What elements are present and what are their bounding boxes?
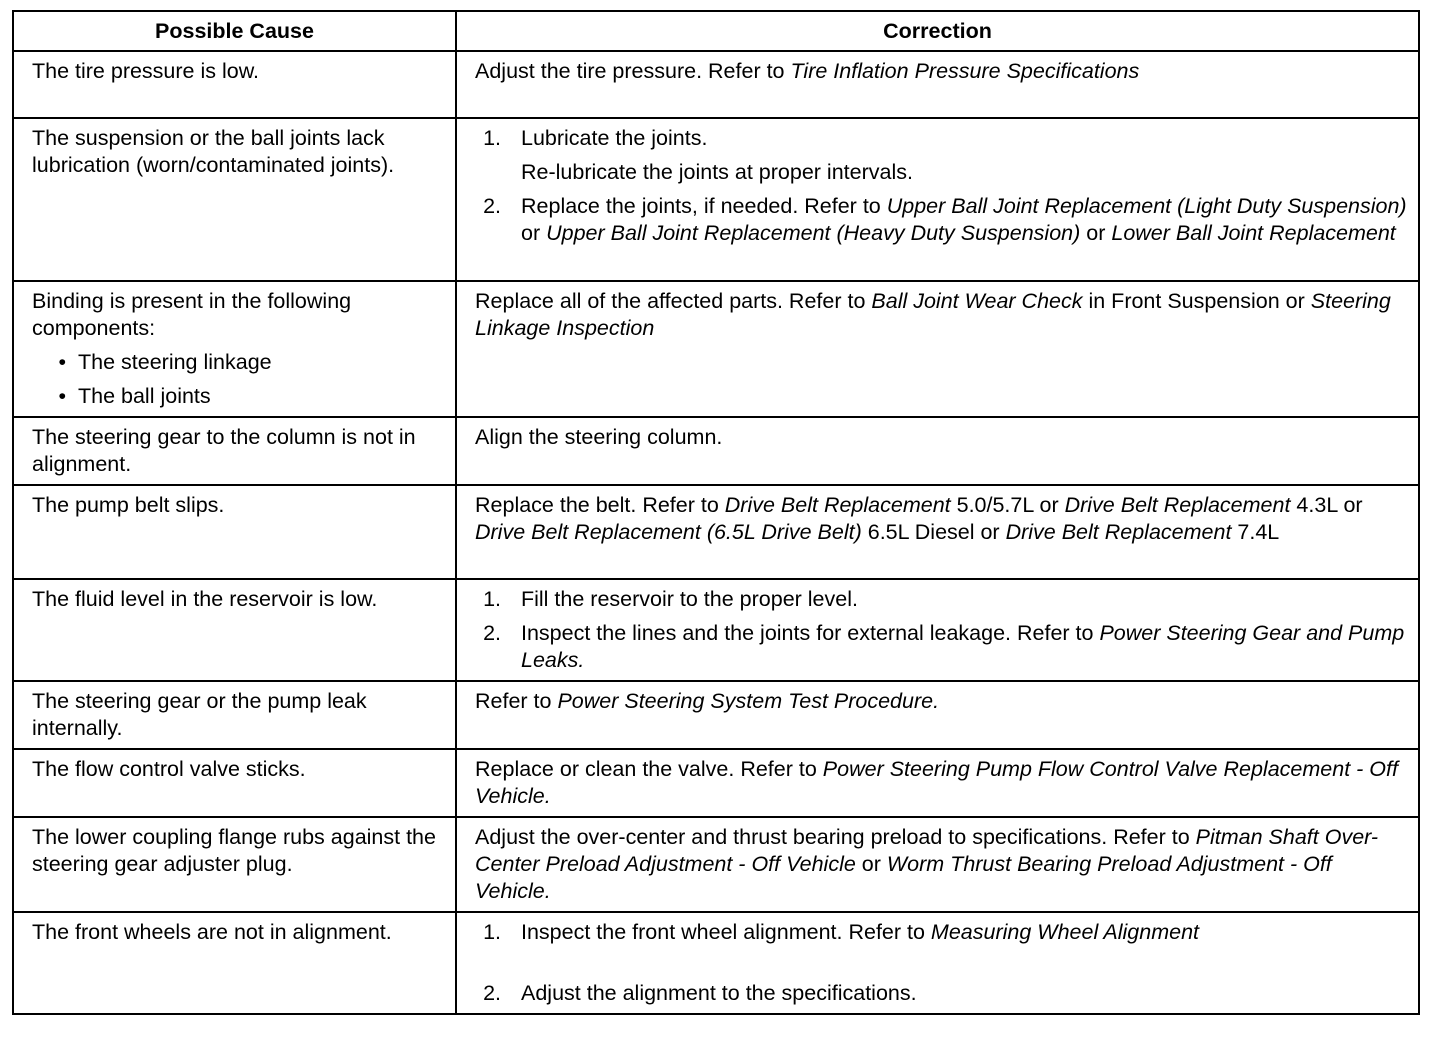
text-run: 5.0/5.7L or — [950, 493, 1065, 517]
reference-link-text: Power Steering System Test Procedure. — [557, 689, 940, 713]
correction-text — [475, 425, 722, 449]
table-row — [13, 817, 1419, 912]
text-run: Replace all of the affected parts. Refer to — [475, 289, 872, 313]
cause-text: The fluid level in the reservoir is low. — [32, 587, 378, 611]
reference-link-text: Drive Belt Replacement — [1005, 520, 1232, 544]
bullet-text: The steering linkage — [78, 350, 272, 374]
reference-link-text: Worm Thrust Bearing Preload Adjustment - Off Vehicle. — [475, 852, 1332, 903]
list-item — [465, 620, 1408, 674]
text-run: Replace the joints, if needed. Refer to — [521, 194, 887, 218]
text-run: 7.4L — [1231, 520, 1280, 544]
step-text — [521, 919, 1408, 946]
table-row — [13, 749, 1419, 817]
table-row — [13, 912, 1419, 1014]
list-item — [465, 193, 1408, 247]
bullet-list — [32, 349, 445, 410]
step-text — [521, 125, 1408, 186]
cause-cell — [13, 817, 456, 912]
text-run: or — [521, 221, 547, 245]
table-row — [13, 485, 1419, 579]
step-text — [521, 620, 1408, 674]
reference-link-text: Steering Linkage Inspection — [475, 289, 1391, 340]
step-number: 1. — [483, 126, 501, 150]
cause-cell — [13, 51, 456, 118]
cause-cell — [13, 579, 456, 681]
step-text — [521, 586, 1408, 613]
text-run: Adjust the alignment to the specifications. — [521, 981, 917, 1005]
correction-text — [475, 825, 1378, 903]
correction-cell — [456, 417, 1419, 485]
step-subtext: Re-lubricate the joints at proper intervals. — [521, 160, 913, 184]
table-row — [13, 281, 1419, 417]
cause-cell — [13, 749, 456, 817]
correction-cell — [456, 118, 1419, 281]
table-row — [13, 579, 1419, 681]
cause-cell — [13, 912, 456, 1014]
correction-cell — [456, 579, 1419, 681]
text-run: or — [1080, 221, 1112, 245]
list-item — [465, 980, 1408, 1007]
correction-text — [475, 59, 1139, 83]
table-row — [13, 51, 1419, 118]
header-possible-cause: Possible Cause — [13, 11, 456, 51]
text-run: Align the steering column. — [475, 425, 723, 449]
text-run: Adjust the tire pressure. Refer to — [475, 59, 791, 83]
steps-list — [465, 125, 1408, 247]
step-number: 2. — [483, 621, 501, 645]
bullet-icon: • — [58, 350, 66, 374]
list-item — [465, 125, 1408, 186]
step-text — [521, 193, 1408, 247]
table-body — [13, 51, 1419, 1014]
cause-text: The pump belt slips. — [32, 493, 225, 517]
list-item — [465, 919, 1408, 946]
correction-cell — [456, 912, 1419, 1014]
reference-link-text: Drive Belt Replacement (6.5L Drive Belt) — [475, 520, 862, 544]
step-text — [521, 980, 1408, 1007]
reference-link-text: Lower Ball Joint Replacement — [1111, 221, 1396, 245]
reference-link-text: Ball Joint Wear Check — [871, 289, 1083, 313]
cause-cell — [13, 417, 456, 485]
list-item — [465, 586, 1408, 613]
correction-text — [475, 493, 1363, 544]
reference-link-text: Power Steering Pump Flow Control Valve Replacement - Off Vehicle. — [475, 757, 1398, 808]
cause-text: The steering gear to the column is not in alignment. — [32, 425, 416, 476]
correction-cell — [456, 281, 1419, 417]
cause-text: The tire pressure is low. — [32, 59, 260, 83]
text-run: or — [855, 852, 887, 876]
correction-cell — [456, 681, 1419, 749]
text-run: in Front Suspension or — [1082, 289, 1311, 313]
cause-cell — [13, 281, 456, 417]
text-run: Adjust the over-center and thrust bearing preload to specifications. Refer to — [475, 825, 1196, 849]
text-run: Fill the reservoir to the proper level. — [521, 587, 858, 611]
reference-link-text: Pitman Shaft Over-Center Preload Adjustment - Off Vehicle — [475, 825, 1379, 876]
cause-cell — [13, 118, 456, 281]
step-number: 2. — [483, 194, 501, 218]
correction-cell — [456, 749, 1419, 817]
cause-text: The suspension or the ball joints lack lubrication (worn/contaminated joints). — [32, 126, 395, 177]
steps-list — [465, 586, 1408, 674]
reference-link-text: Measuring Wheel Alignment — [930, 920, 1199, 944]
table-row — [13, 681, 1419, 749]
reference-link-text: Upper Ball Joint Replacement (Light Duty Suspension) — [886, 194, 1407, 218]
list-item — [32, 383, 445, 410]
reference-link-text: Drive Belt Replacement — [724, 493, 951, 517]
cause-text: The steering gear or the pump leak internally. — [32, 689, 367, 740]
bullet-text: The ball joints — [78, 384, 211, 408]
step-number: 1. — [483, 920, 501, 944]
text-run: 4.3L or — [1290, 493, 1363, 517]
text-run: 6.5L Diesel or — [861, 520, 1006, 544]
text-run: Inspect the front wheel alignment. Refer to — [521, 920, 931, 944]
table-row — [13, 118, 1419, 281]
reference-link-text: Upper Ball Joint Replacement (Heavy Duty Suspension) — [546, 221, 1081, 245]
text-run: Replace or clean the valve. Refer to — [475, 757, 823, 781]
correction-text — [475, 757, 1398, 808]
cause-text: The flow control valve sticks. — [32, 757, 306, 781]
reference-link-text: Power Steering Gear and Pump Leaks. — [521, 621, 1405, 672]
table-row — [13, 417, 1419, 485]
step-number: 2. — [483, 981, 501, 1005]
reference-link-text: Drive Belt Replacement — [1064, 493, 1291, 517]
cause-text: The lower coupling flange rubs against the steering gear adjuster plug. — [32, 825, 436, 876]
step-number: 1. — [483, 587, 501, 611]
reference-link-text: Tire Inflation Pressure Specifications — [790, 59, 1140, 83]
correction-cell — [456, 817, 1419, 912]
cause-text: Binding is present in the following components: — [32, 289, 352, 340]
header-row — [13, 11, 1419, 51]
header-correction: Correction — [456, 11, 1419, 51]
correction-text — [475, 289, 1391, 340]
cause-cell — [13, 485, 456, 579]
diagnostic-table — [12, 10, 1420, 1015]
correction-cell — [456, 51, 1419, 118]
bullet-icon: • — [58, 384, 66, 408]
cause-text: The front wheels are not in alignment. — [32, 920, 392, 944]
list-item — [32, 349, 445, 376]
steps-list — [465, 919, 1408, 1007]
text-run: Lubricate the joints. — [521, 126, 708, 150]
correction-text — [475, 689, 939, 713]
text-run: Replace the belt. Refer to — [475, 493, 725, 517]
text-run: Inspect the lines and the joints for external leakage. Refer to — [521, 621, 1100, 645]
text-run: Refer to — [475, 689, 558, 713]
cause-cell — [13, 681, 456, 749]
correction-cell — [456, 485, 1419, 579]
